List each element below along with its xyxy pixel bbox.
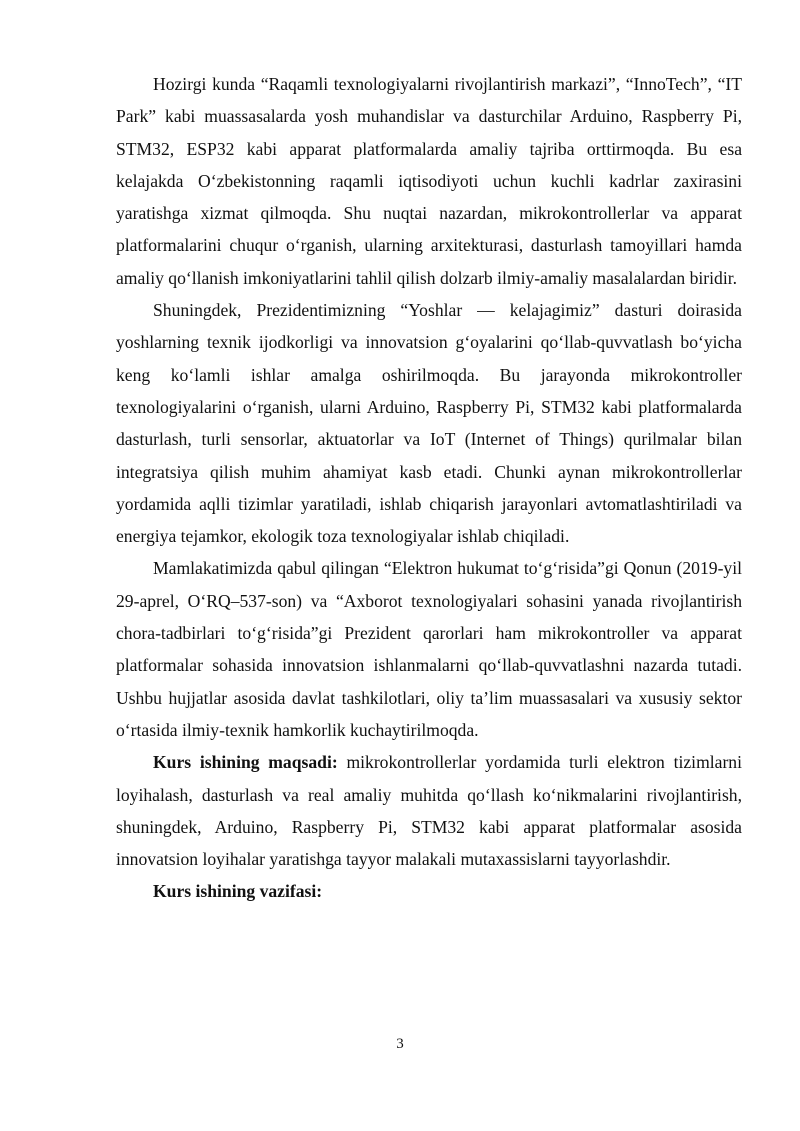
paragraph-course-goal <box>116 746 742 875</box>
paragraph-text: Mamlakatimizda qabul qilingan “Elektron hukumat to‘g‘risida”gi Qonun (2019-yil 29-aprel, O‘RQ–537-son) va “Axborot texnologiyalari sohasini yanada rivojlantirish chora-tadbirlari to‘g‘risida”gi Prezident qarorlari ham mikrokontroller va apparat platformalar sohasida innovatsion ishlanmalarni qo‘llab-quvvatlashni nazarda tutadi. Ushbu hujjatlar asosida davlat tashkilotlari, oliy ta’lim muassasalari va xususiy sektor o‘rtasida ilmiy-texnik hamkorlik kuchaytirilmoqda. <box>116 558 742 740</box>
paragraph-text: mikrokontrollerlar yordamida turli elektron tizimlarni loyihalash, dasturlash va real amaliy muhitda qo‘llash ko‘nikmalarini rivojlantirish, shuningdek, Arduino, Raspberry Pi, STM32 kabi apparat platformalar asosida innovatsion loyihalar yaratishga tayyor malakali mutaxassislarni tayyorlashdir. <box>116 752 742 870</box>
paragraph-text: Hozirgi kunda “Raqamli texnologiyalarni rivojlantirish markazi”, “InnoTech”, “IT Park” kabi muassasalarda yosh muhandislar va dasturchilar Arduino, Raspberry Pi, STM32, ESP32 kabi apparat platformalarda amaliy tajriba orttirmoqda. Bu esa kelajakda O‘zbekistonning raqamli iqtisodiyoti uchun kuchli kadrlar zaxirasini yaratishga xizmat qilmoqda. Shu nuqtai nazardan, mikrokontrollerlar va apparat platformalarini chuqur o‘rganish, ularning arxitekturasi, dasturlash tamoyillari hamda amaliy qo‘llanish imkoniyatlarini tahlil qilish dolzarb ilmiy-amaliy masalalardan biridir. <box>116 74 742 288</box>
paragraph-digital-centers <box>116 68 742 294</box>
course-tasks-heading: Kurs ishining vazifasi: <box>153 881 323 902</box>
paragraph-legislation <box>116 552 742 746</box>
course-goal-heading: Kurs ishining maqsadi: <box>153 752 338 773</box>
page-number: 3 <box>396 1036 404 1052</box>
paragraph-course-tasks <box>116 875 742 907</box>
paragraph-youth-program <box>116 294 742 552</box>
paragraph-text: Shuningdek, Prezidentimizning “Yoshlar — kelajagimiz” dasturi doirasida yoshlarning texnik ijodkorligi va innovatsion g‘oyalarini qo‘llab-quvvatlash bo‘yicha keng ko‘lamli ishlar amalga oshirilmoqda. Bu jarayonda mikrokontroller texnologiyalarini o‘rganish, ularni Arduino, Raspberry Pi, STM32 kabi platformalarda dasturlash, turli sensorlar, aktuatorlar va IoT (Internet of Things) qurilmalar bilan integratsiya qilish muhim ahamiyat kasb etadi. Chunki aynan mikrokontrollerlar yordamida aqlli tizimlar yaratiladi, ishlab chiqarish jarayonlari avtomatlashtiriladi va energiya tejamkor, ekologik toza texnologiyalar ishlab chiqiladi. <box>116 300 742 547</box>
